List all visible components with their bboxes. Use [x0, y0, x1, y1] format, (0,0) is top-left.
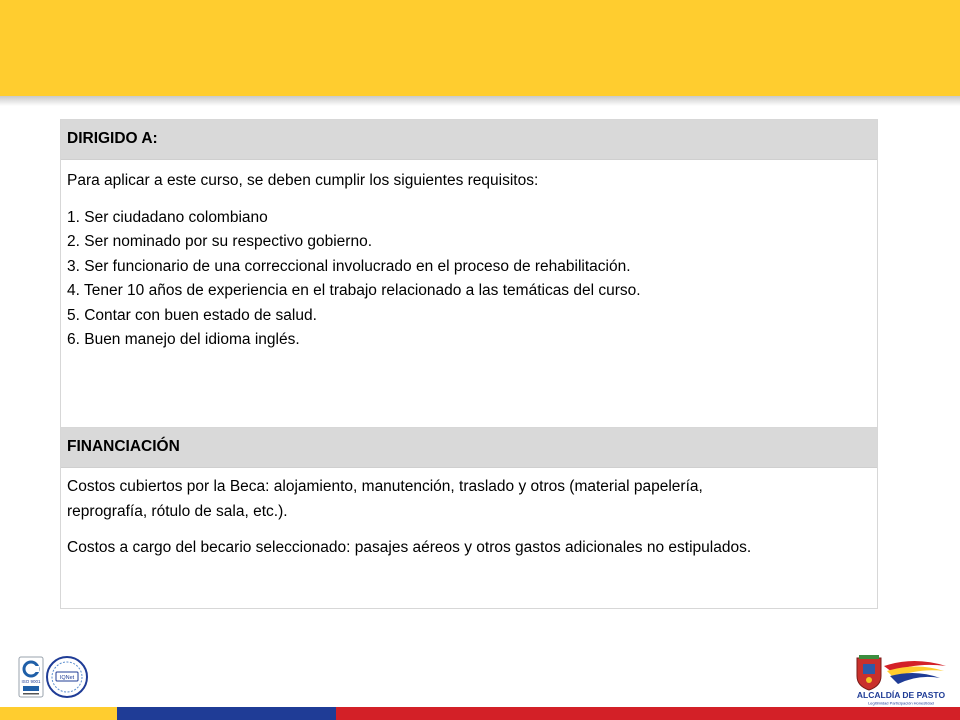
certification-logos — [18, 656, 93, 702]
section-title-dirigido: DIRIGIDO A: — [67, 130, 158, 147]
requirement-item: 2. Ser nominado por su respectivo gobierno. — [67, 233, 373, 250]
requirement-item: 6. Buen manejo del idioma inglés. — [67, 331, 300, 348]
financing-text — [67, 475, 751, 561]
section-header-financiacion — [61, 428, 877, 468]
alcaldia-title: ALCALDÍA DE PASTO — [856, 690, 946, 700]
icontec-iso-logo — [19, 657, 43, 697]
bar-red — [336, 707, 960, 720]
requirement-item: 3. Ser funcionario de una correccional involucrado en el proceso de rehabilitación. — [67, 257, 631, 275]
section-header-dirigido — [61, 120, 877, 160]
header-band — [0, 0, 960, 96]
requirements-text — [67, 169, 641, 353]
coat-of-arms-icon — [857, 655, 881, 690]
requirement-item: 4. Tener 10 años de experiencia en el trabajo relacionado a las temáticas del curso. — [67, 282, 641, 299]
info-table — [60, 119, 878, 609]
bar-blue — [117, 707, 336, 720]
section-title-financiacion: FINANCIACIÓN — [67, 438, 180, 455]
svg-text:IQNet: IQNet — [59, 675, 75, 681]
financing-grantee-costs: Costos a cargo del becario seleccionado: pasajes aéreos y otros gastos adicionales no estipulados. — [67, 539, 752, 556]
section-body-dirigido — [61, 160, 877, 428]
financing-covered-line: Costos cubiertos por la Beca: alojamiento, manutención, traslado y otros (material papelería, — [67, 478, 703, 495]
requirement-item: 5. Contar con buen estado de salud. — [67, 306, 317, 324]
flag-swoosh-icon — [884, 661, 946, 684]
svg-text:ISO 9001: ISO 9001 — [21, 679, 41, 684]
alcaldia-pasto-logo — [854, 654, 948, 706]
header-shadow — [0, 96, 960, 106]
bar-yellow — [0, 707, 117, 720]
financing-covered-line-cont: reprografía, rótulo de sala, etc.). — [67, 502, 288, 520]
requirements-intro: Para aplicar a este curso, se deben cumplir los siguientes requisitos: — [67, 172, 539, 189]
section-body-financiacion — [61, 468, 877, 609]
iqnet-logo — [47, 657, 87, 697]
flag-color-bar — [0, 707, 960, 720]
requirement-item: 1. Ser ciudadano colombiano — [67, 208, 268, 226]
alcaldia-subtitle: Legitimidad Participación Honestidad — [868, 700, 934, 706]
